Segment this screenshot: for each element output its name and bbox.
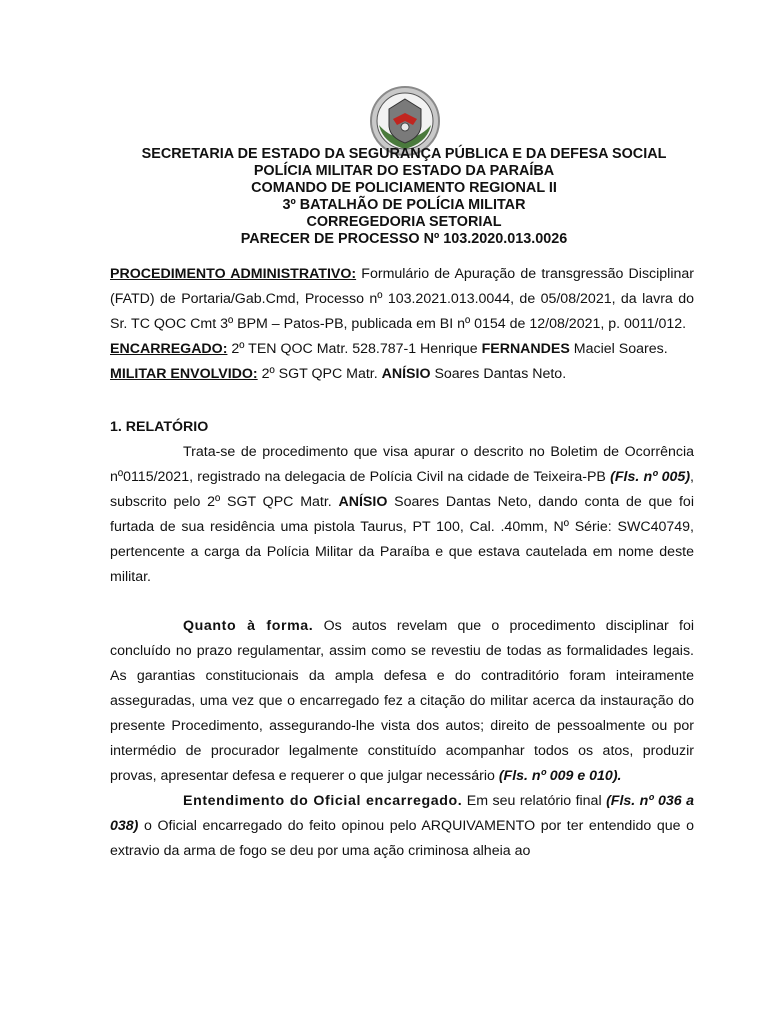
header-policia-militar: POLÍCIA MILITAR DO ESTADO DA PARAÍBA <box>253 163 555 179</box>
entendimento-label: Entendimento do Oficial encarregado. <box>183 793 463 809</box>
procedimento-paragraph <box>110 262 694 337</box>
encarregado-label: ENCARREGADO: <box>110 341 228 357</box>
encarregado-name: FERNANDES <box>481 341 570 357</box>
militar-name: ANÍSIO <box>381 366 431 382</box>
forma-text: Os autos revelam que o procedimento disciplinar foi concluído no prazo regulamentar, assim como se revestiu de todas as formalidades legais. As garantias constitucionais da ampla defesa e do contraditório foram inteiramente asseguradas, uma vez que o encarregado fez a citação do militar acerca da instauração do presente Procedimento, assegurando-lhe vista dos autos; direito de pessoalmente ou por intermédio de procurador legalmente constituído acompanhar todos os atos, produzir provas, apresentar defesa e requerer o que julgar necessário <box>110 618 694 784</box>
header-parecer-title: PARECER DE PROCESSO Nº 103.2020.013.0026 <box>240 231 568 247</box>
forma-label: Quanto à forma. <box>183 618 314 634</box>
militar-text-a: 2º SGT QPC Matr. <box>257 366 382 382</box>
p1-reference: (Fls. nº 005) <box>610 469 691 485</box>
entendimento-reference: (Fls. nº 036 a 038) <box>110 793 694 834</box>
forma-reference: (Fls. nº 009 e 010). <box>498 768 622 784</box>
entendimento-text-a: Em seu relatório final <box>462 793 607 809</box>
document-header <box>90 146 718 248</box>
header-comando: COMANDO DE POLICIAMENTO REGIONAL II <box>251 180 557 196</box>
encarregado-text-b: Maciel Soares. <box>569 341 668 357</box>
header-corregedoria: CORREGEDORIA SETORIAL <box>306 214 502 230</box>
header-batalhao: 3º BATALHÃO DE POLÍCIA MILITAR <box>282 197 526 213</box>
p1-text-b: , subscrito pelo 2º SGT QPC Matr. <box>110 469 694 510</box>
procedimento-label: PROCEDIMENTO ADMINISTRATIVO: <box>110 266 357 282</box>
militar-text-b: Soares Dantas Neto. <box>430 366 567 382</box>
p1-text-a: Trata-se de procedimento que visa apurar o descrito no Boletim de Ocorrência nº0115/2021, registrado na delegacia de Polícia Civil na cidade de Teixeira-PB <box>110 444 694 485</box>
section-heading-relatorio: 1. RELATÓRIO <box>110 419 209 435</box>
encarregado-paragraph <box>110 337 694 362</box>
p1-text-c: Soares Dantas Neto, dando conta de que foi furtada de sua residência uma pistola Taurus, PT 100, Cal. .40mm, Nº Série: SWC40749, pertencente a carga da Polícia Militar da Paraíba e que estava cautelada em nome deste militar. <box>110 494 694 585</box>
relatorio-paragraph-forma <box>110 614 694 789</box>
header-secretaria: SECRETARIA DE ESTADO DA SEGURANÇA PÚBLICA E DA DEFESA SOCIAL <box>141 146 667 162</box>
entendimento-text-b: o Oficial encarregado do feito opinou pelo ARQUIVAMENTO por ter entendido que o extravio da arma de fogo se deu por uma ação criminosa alheia ao <box>110 818 694 859</box>
procedimento-text: Formulário de Apuração de transgressão Disciplinar (FATD) de Portaria/Gab.Cmd, Processo nº 103.2021.013.0044, de 05/08/2021, da lavra do Sr. TC QOC Cmt 3º BPM – Patos-PB, publicada em BI nº 0154 de 12/08/2021, p. 0011/012. <box>110 266 694 332</box>
p1-name: ANÍSIO <box>338 494 388 510</box>
militar-paragraph <box>110 362 694 387</box>
document-body <box>110 262 694 864</box>
relatorio-paragraph-entendimento <box>110 789 694 864</box>
relatorio-paragraph-1 <box>110 440 694 590</box>
encarregado-text-a: 2º TEN QOC Matr. 528.787-1 Henrique <box>227 341 482 357</box>
militar-label: MILITAR ENVOLVIDO: <box>110 366 258 382</box>
